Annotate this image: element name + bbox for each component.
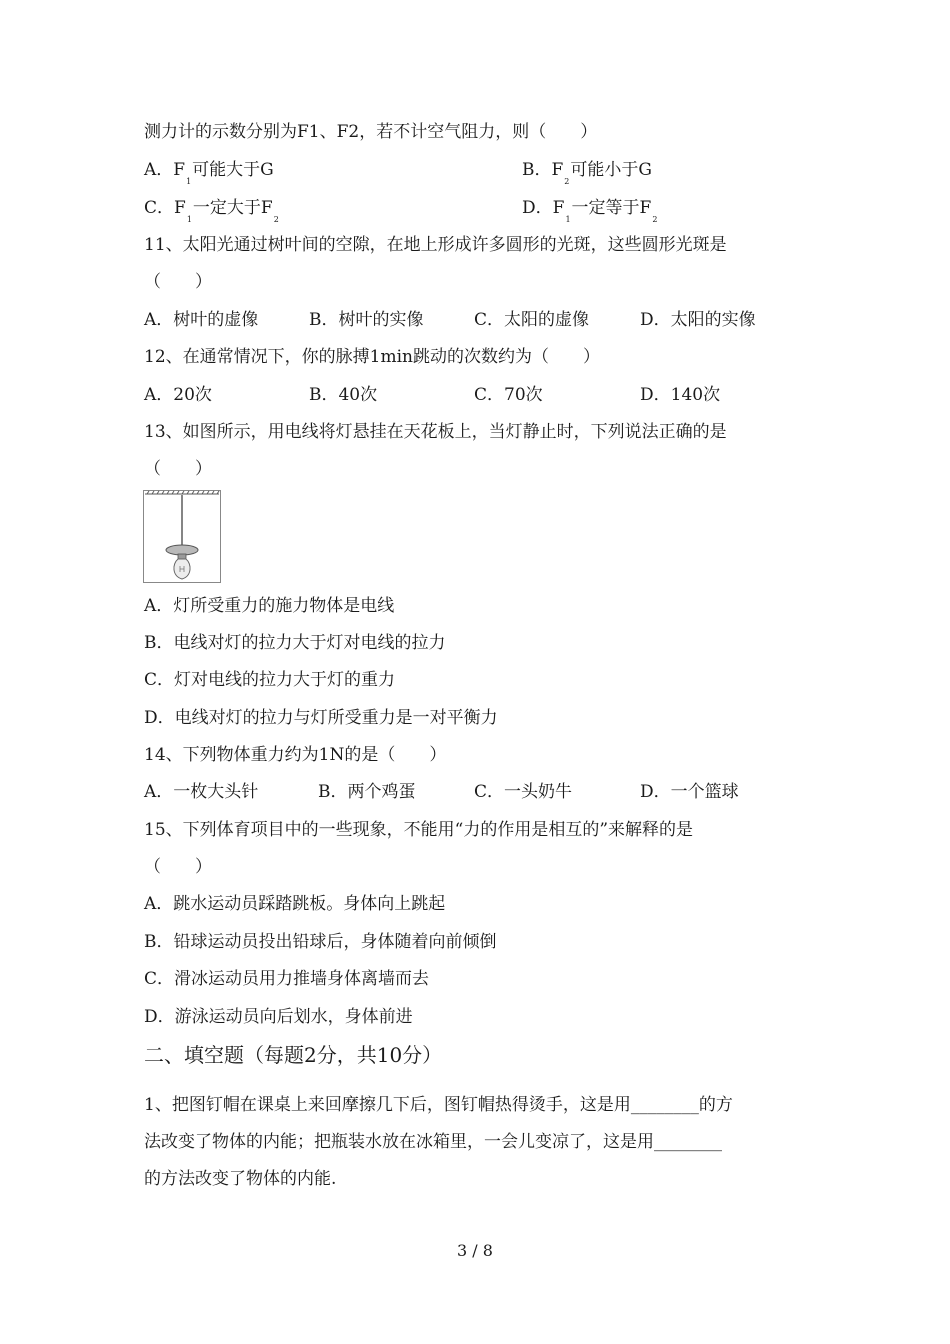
q11-option-a: A．树叶的虚像 [144, 310, 259, 330]
q15-paren: （ ） [144, 857, 212, 877]
page-number: 3 / 8 [457, 1241, 493, 1260]
q12-option-b: B．40次 [309, 385, 378, 405]
q14-option-b: B．两个鸡蛋 [318, 782, 416, 802]
section-title: 二、填空题（每题2分，共10分） [144, 1043, 443, 1067]
q13-option-d: D．电线对灯的拉力与灯所受重力是一对平衡力 [144, 708, 498, 728]
lamp-shade [166, 545, 198, 555]
q13-option-b: B．电线对灯的拉力大于灯对电线的拉力 [144, 633, 446, 653]
fill1-line3: 的方法改变了物体的内能. [144, 1169, 337, 1189]
q12-option-d: D．140次 [640, 385, 721, 405]
q10-option-d: D．$F_1$一定等于$F_2$ [522, 198, 658, 224]
q10-stem: 测力计的示数分别为F1、F2，若不计空气阻力，则（ ） [144, 122, 598, 142]
q11-option-d: D．太阳的实像 [640, 310, 756, 330]
q13-option-c: C．灯对电线的拉力大于灯的重力 [144, 670, 396, 690]
q15-option-a: A．跳水运动员踩踏跳板。身体向上跳起 [144, 894, 446, 914]
q11-option-c: C．太阳的虚像 [474, 310, 590, 330]
q14-option-a: A．一枚大头针 [144, 782, 259, 802]
q15-option-b: B．铅球运动员投出铅球后，身体随着向前倾倒 [144, 932, 497, 952]
q10-option-a: A．$F_1$可能大于G [144, 160, 274, 186]
q11-option-b: B．树叶的实像 [309, 310, 424, 330]
q13-stem: 13、如图所示，用电线将灯悬挂在天花板上，当灯静止时，下列说法正确的是 [144, 422, 727, 442]
q14-option-d: D．一个篮球 [640, 782, 739, 802]
q13-option-a: A．灯所受重力的施力物体是电线 [144, 596, 395, 616]
q14-stem: 14、下列物体重力约为1N的是（ ） [144, 745, 447, 765]
q15-option-d: D．游泳运动员向后划水，身体前进 [144, 1007, 413, 1027]
q15-stem: 15、下列体育项目中的一些现象，不能用“力的作用是相互的”来解释的是 [144, 820, 694, 840]
hanging-lamp-figure [143, 490, 221, 583]
fill1-line1: 1、把图钉帽在课桌上来回摩擦几下后，图钉帽热得烫手，这是用________的方 [144, 1095, 733, 1115]
q10-option-c: C．$F_1$一定大于$F_2$ [144, 198, 279, 224]
q11-stem: 11、太阳光通过树叶间的空隙，在地上形成许多圆形的光斑，这些圆形光斑是 [144, 235, 727, 255]
fill1-line2: 法改变了物体的内能；把瓶装水放在冰箱里，一会儿变凉了，这是用________ [144, 1132, 722, 1152]
q14-option-c: C．一头奶牛 [474, 782, 573, 802]
q10-option-b: B．$F_2$可能小于G [522, 160, 652, 186]
q11-paren: （ ） [144, 272, 212, 292]
q12-option-c: C．70次 [474, 385, 543, 405]
q15-option-c: C．滑冰运动员用力推墙身体离墙而去 [144, 969, 430, 989]
q13-paren: （ ） [144, 459, 212, 479]
q12-stem: 12、在通常情况下，你的脉搏1min跳动的次数约为（ ） [144, 347, 600, 367]
q12-option-a: A．20次 [144, 385, 212, 405]
